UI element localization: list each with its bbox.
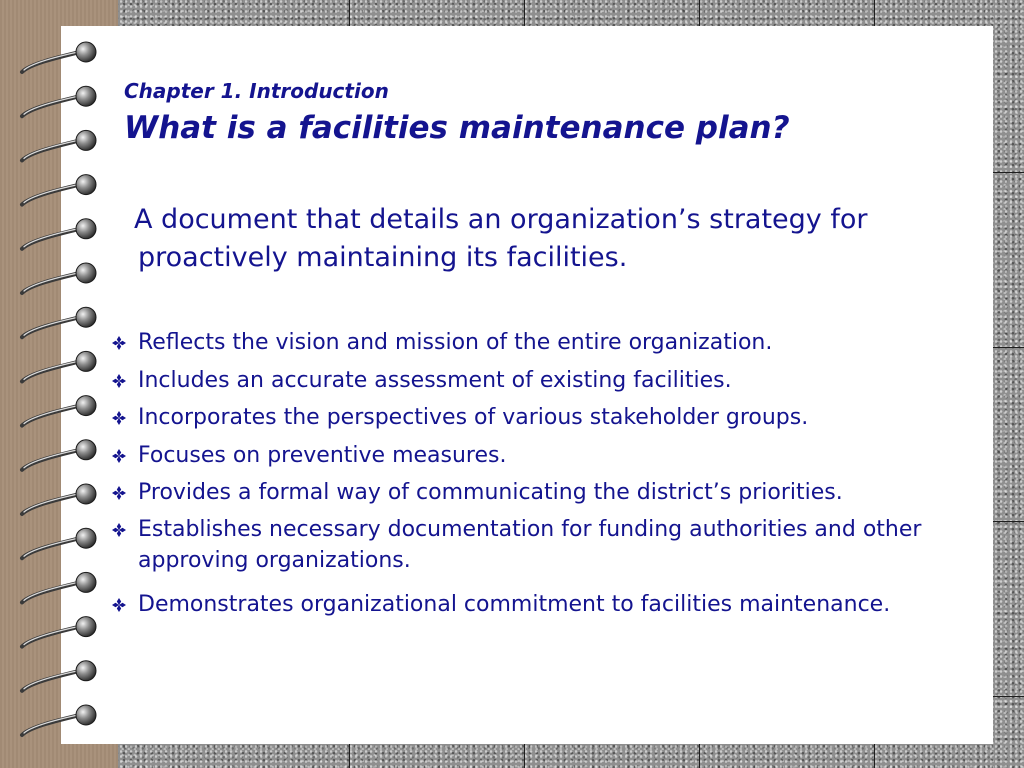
four-diamond-bullet-icon (112, 486, 126, 500)
bullet-text: Reflects the vision and mission of the entire organization. (138, 330, 773, 355)
four-diamond-bullet-icon (112, 336, 126, 350)
list-item (138, 477, 998, 508)
bullet-text: Focuses on preventive measures. (138, 443, 507, 468)
list-item (138, 402, 998, 433)
chapter-label: Chapter 1. Introduction (124, 79, 389, 103)
bullet-text: Includes an accurate assessment of existing facilities. (138, 368, 732, 393)
bullet-text: Provides a formal way of communicating the district’s priorities. (138, 480, 843, 505)
list-item (138, 589, 998, 620)
list-item (138, 327, 998, 358)
list-item (138, 365, 998, 396)
bullet-text: Incorporates the perspectives of various stakeholder groups. (138, 405, 809, 430)
four-diamond-bullet-icon (112, 523, 126, 537)
definition-paragraph: A document that details an organization’s strategy for proactively maintaining its facilities. (134, 204, 868, 273)
bullet-text: Demonstrates organizational commitment to facilities maintenance. (138, 592, 891, 617)
four-diamond-bullet-icon (112, 374, 126, 388)
four-diamond-bullet-icon (112, 598, 126, 612)
list-item (138, 514, 998, 576)
four-diamond-bullet-icon (112, 449, 126, 463)
page-title: What is a facilities maintenance plan? (124, 110, 790, 146)
bullet-text: Establishes necessary documentation for funding authorities and other approving organizations. (138, 517, 922, 573)
list-item (138, 440, 998, 471)
four-diamond-bullet-icon (112, 411, 126, 425)
